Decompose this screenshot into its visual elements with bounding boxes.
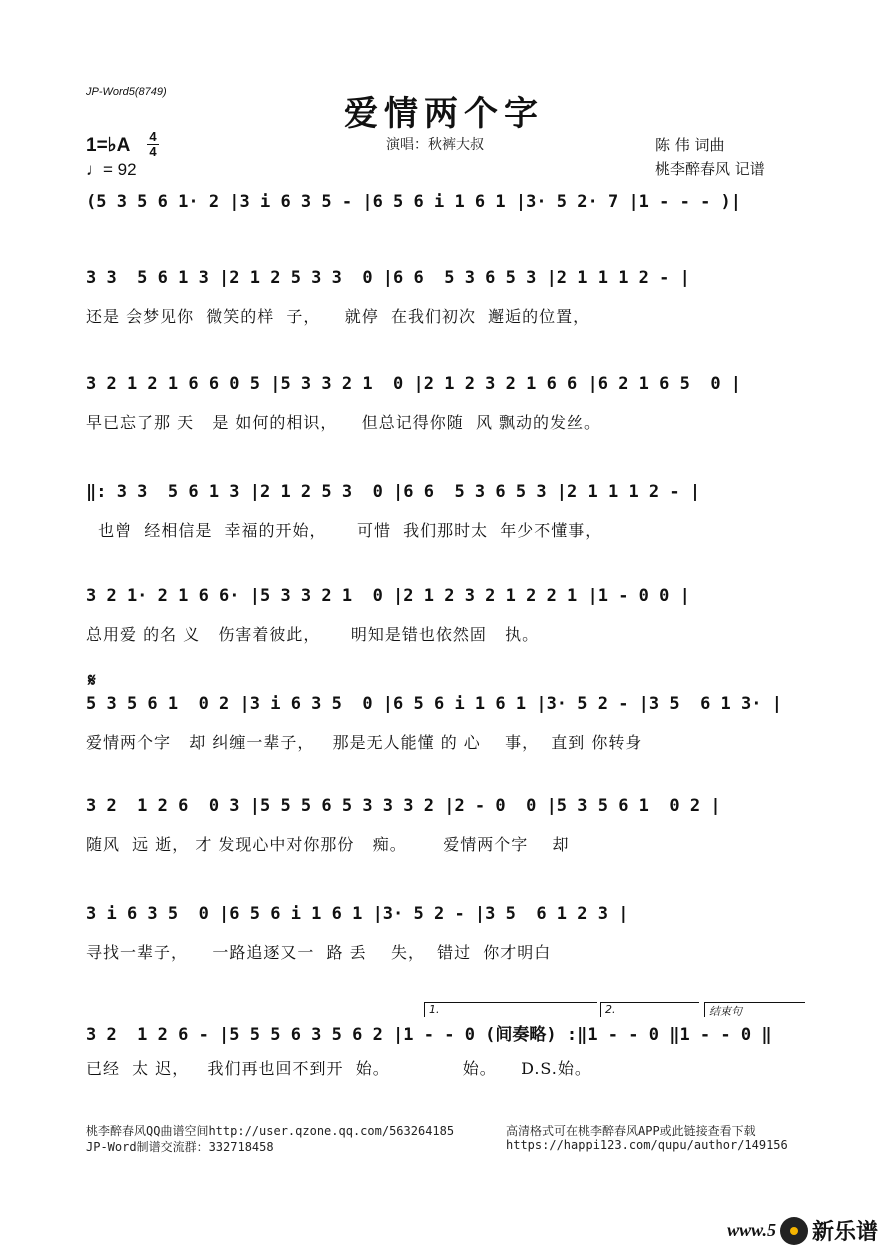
singer-credit: 演唱：秋裤大叔	[386, 137, 484, 153]
lyric-line: 寻找一辈子， 一路追逐又一 路 丢 失， 错过 你才明白	[86, 943, 552, 962]
volta-second: 2.	[600, 1002, 699, 1017]
beam-line	[86, 396, 808, 397]
lyric-line: 爱情两个字 却 纠缠一辈子， 那是无人能懂 的 心 事， 直到 你转身	[86, 733, 643, 752]
score-row	[86, 1020, 808, 1060]
beam-line	[86, 926, 808, 927]
beam-line	[86, 716, 808, 717]
quarter-note-icon: ♩	[86, 160, 103, 179]
footer-qzone: 桃李醉春风QQ曲谱空间http://user.qzone.qq.com/563264185	[86, 1124, 455, 1138]
tempo-marking	[86, 160, 137, 180]
notation-line: 5 3 5 6 1 0 2 |3 i 6 3 5 0 |6 5 6 i 1 6 1 |3· 5 2 - |3 5 6 1 3· |	[86, 694, 782, 714]
site-logo	[727, 1215, 878, 1246]
notation-line: 3 i 6 3 5 0 |6 5 6 i 1 6 1 |3· 5 2 - |3 5 6 1 2 3 |	[86, 904, 629, 924]
tempo-value: = 92	[103, 160, 137, 179]
notation-line: 3 2 1 2 1 6 6 0 5 |5 3 3 2 1 0 |2 1 2 3 2 1 6 6 |6 2 1 6 5 0 |	[86, 374, 742, 394]
lyric-line: 随风 远 逝， 才 发现心中对你那份 痴。 爱情两个字 却	[86, 835, 570, 854]
logo-www: www.5	[727, 1220, 776, 1240]
footer-app: 高清格式可在桃李醉春风APP或此链接查看下载	[506, 1124, 756, 1138]
beam-line	[86, 290, 808, 291]
notation-line: (5 3 5 6 1· 2 |3 i 6 3 5 - |6 5 6 i 1 6 1 |3· 5 2· 7 |1 - - - )|	[86, 192, 742, 212]
lyric-line: 总用爱 的名 义 伤害着彼此， 明知是错也依然固 执。	[86, 625, 540, 644]
notation-line: 3 2 1· 2 1 6 6· |5 3 3 2 1 0 |2 1 2 3 2 1 2 2 1 |1 - 0 0 |	[86, 586, 690, 606]
time-signature-top: 4	[149, 129, 157, 144]
notation-line: 3 2 1 2 6 0 3 |5 5 5 6 5 3 3 3 2 |2 - 0 0 |5 3 5 6 1 0 2 |	[86, 796, 721, 816]
page-title: 爱情两个字	[344, 94, 544, 134]
composer-credit: 陈 伟 词曲	[655, 136, 725, 154]
time-signature	[146, 130, 160, 159]
score-row	[86, 192, 808, 232]
lyric-line: 也曾 经相信是 幸福的开始， 可惜 我们那时太 年少不懂事，	[86, 521, 603, 540]
lyric-line: 早已忘了那 天 是 如何的相识， 但总记得你随 风 飘动的发丝。	[86, 413, 602, 432]
notation-line: ‖: 3 3 5 6 1 3 |2 1 2 5 3 0 |6 6 5 3 6 5 3 |2 1 1 1 2 - |	[86, 482, 701, 502]
volta-first: 1.	[424, 1002, 597, 1017]
logo-brand: 新乐谱	[811, 1220, 878, 1245]
beam-line	[86, 504, 808, 505]
record-disc-icon	[780, 1217, 808, 1245]
score-row	[86, 482, 808, 522]
score-row	[86, 586, 808, 626]
key-signature: 1=♭A	[86, 135, 131, 156]
volta-ending: 结束句	[704, 1002, 805, 1017]
notation-line: 3 3 5 6 1 3 |2 1 2 5 3 3 0 |6 6 5 3 6 5 3 |2 1 1 1 2 - |	[86, 268, 690, 288]
footer-group: JP-Word制谱交流群：332718458	[86, 1140, 274, 1154]
transcriber-credit: 桃李醉春风 记谱	[655, 160, 765, 178]
footer-link: https://happi123.com/qupu/author/149156	[506, 1138, 788, 1152]
score-row	[86, 904, 808, 944]
software-label: JP-Word5(8749)	[86, 86, 167, 98]
score-row	[86, 694, 808, 734]
notation-line: 3 2 1 2 6 - |5 5 5 6 3 5 6 2 |1 - - 0 (间奏略) :‖1 - - 0 ‖1 - - 0 ‖	[86, 1025, 772, 1045]
lyric-line: 还是 会梦见你 微笑的样 子， 就停 在我们初次 邂逅的位置，	[86, 307, 591, 326]
time-signature-bottom: 4	[149, 144, 157, 159]
beam-line	[86, 608, 808, 609]
segno-sign: 𝄋	[88, 670, 96, 691]
beam-line	[86, 818, 808, 819]
beam-line	[86, 1042, 808, 1043]
beam-line	[86, 214, 808, 215]
score-row	[86, 374, 808, 414]
lyric-line: 已经 太 迟， 我们再也回不到开 始。 始。 D.S.始。	[86, 1059, 592, 1078]
score-row	[86, 268, 808, 308]
score-row	[86, 796, 808, 836]
